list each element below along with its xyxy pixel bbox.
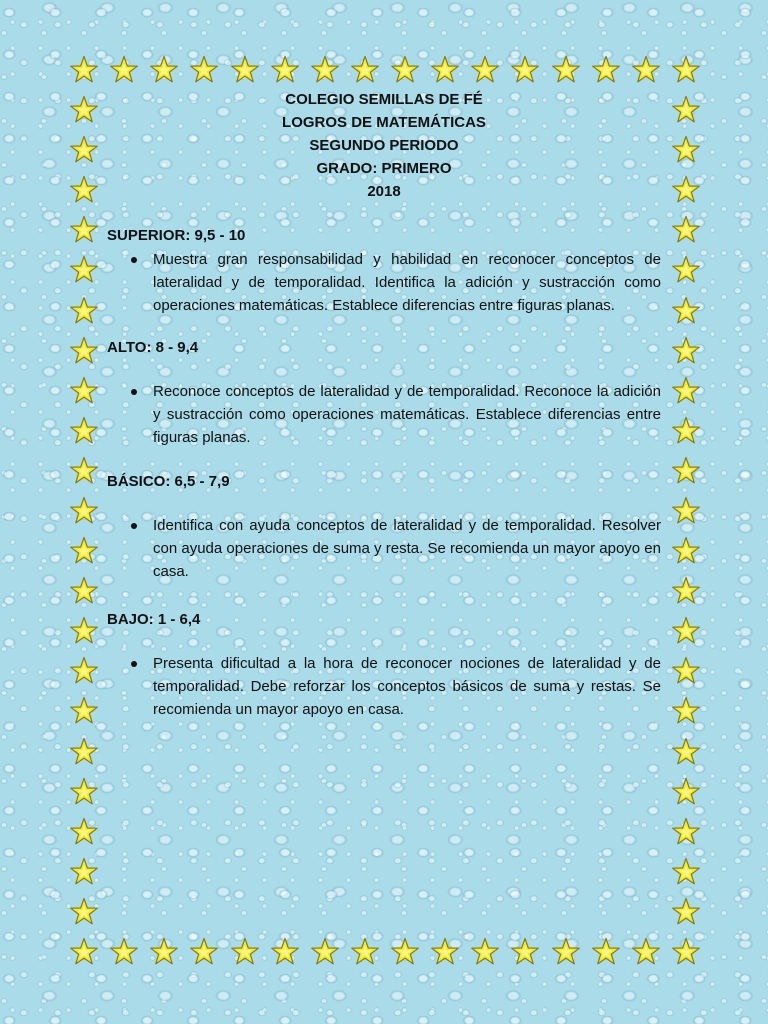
star-icon (671, 897, 701, 927)
star-icon (671, 496, 701, 526)
star-icon (671, 55, 701, 85)
level-title: SUPERIOR: 9,5 - 10 (107, 227, 246, 244)
star-icon (69, 656, 99, 686)
star-icon (591, 55, 621, 85)
star-icon (470, 937, 500, 967)
star-icon (230, 937, 260, 967)
level-description: Presenta dificultad a la hora de reconocer nociones de lateralidad y de temporalidad. Debe reforzar los conceptos básicos de suma y restas. Se recomienda un mayor apoyo en casa. (153, 655, 661, 718)
star-icon (69, 937, 99, 967)
star-icon (671, 536, 701, 566)
star-icon (671, 95, 701, 125)
star-icon (69, 175, 99, 205)
star-icon (69, 496, 99, 526)
level-title: BAJO: 1 - 6,4 (107, 611, 201, 628)
star-icon (671, 336, 701, 366)
star-icon (671, 616, 701, 646)
star-icon (671, 416, 701, 446)
document-content (107, 88, 661, 718)
level-title: ALTO: 8 - 9,4 (107, 339, 199, 356)
star-icon (69, 376, 99, 406)
list-item (153, 652, 661, 721)
star-icon (671, 135, 701, 165)
bullet-icon (131, 523, 137, 529)
star-icon (350, 937, 380, 967)
level-bullet-list (107, 652, 661, 721)
bullet-icon (131, 661, 137, 667)
star-icon (430, 937, 460, 967)
star-icon (69, 296, 99, 326)
level-title: BÁSICO: 6,5 - 7,9 (107, 473, 230, 490)
star-icon (69, 215, 99, 245)
star-icon (671, 777, 701, 807)
star-icon (69, 777, 99, 807)
star-icon (551, 937, 581, 967)
star-icon (310, 937, 340, 967)
level-section-alto (107, 338, 661, 449)
document-grade: GRADO: PRIMERO (316, 160, 452, 177)
star-icon (671, 817, 701, 847)
star-icon (671, 937, 701, 967)
level-section-superior (107, 226, 661, 317)
star-icon (390, 55, 420, 85)
level-section-basico (107, 472, 661, 583)
star-icon (350, 55, 380, 85)
level-bullet-list (107, 380, 661, 449)
document-period: SEGUNDO PERIODO (309, 137, 459, 154)
level-section-bajo (107, 610, 661, 721)
star-icon (631, 937, 661, 967)
star-icon (671, 737, 701, 767)
document-subject: LOGROS DE MATEMÁTICAS (282, 114, 486, 131)
star-icon (671, 376, 701, 406)
star-icon (270, 55, 300, 85)
star-icon (671, 296, 701, 326)
list-item (153, 514, 661, 583)
star-icon (671, 656, 701, 686)
star-icon (390, 937, 420, 967)
star-icon (671, 857, 701, 887)
star-icon (671, 255, 701, 285)
star-icon (69, 135, 99, 165)
star-icon (69, 897, 99, 927)
star-icon (671, 175, 701, 205)
star-icon (510, 55, 540, 85)
star-icon (69, 576, 99, 606)
star-icon (551, 55, 581, 85)
star-icon (69, 456, 99, 486)
level-bullet-list (107, 248, 661, 317)
star-icon (109, 937, 139, 967)
star-icon (69, 616, 99, 646)
star-icon (510, 937, 540, 967)
star-icon (149, 937, 179, 967)
star-icon (69, 737, 99, 767)
school-name: COLEGIO SEMILLAS DE FÉ (285, 91, 483, 108)
document-year: 2018 (367, 183, 401, 200)
star-icon (69, 536, 99, 566)
star-icon (69, 55, 99, 85)
star-icon (149, 55, 179, 85)
level-bullet-list (107, 514, 661, 583)
level-description: Reconoce conceptos de lateralidad y de temporalidad. Reconoce la adición y sustracción como operaciones matemáticas. Establece diferencias entre figuras planas. (153, 383, 661, 446)
star-icon (270, 937, 300, 967)
star-icon (310, 55, 340, 85)
star-icon (631, 55, 661, 85)
list-item (153, 248, 661, 317)
star-icon (69, 416, 99, 446)
star-icon (109, 55, 139, 85)
star-icon (671, 576, 701, 606)
bullet-icon (131, 389, 137, 395)
star-icon (69, 336, 99, 366)
star-icon (69, 857, 99, 887)
star-icon (430, 55, 460, 85)
star-icon (230, 55, 260, 85)
star-icon (671, 456, 701, 486)
star-icon (671, 215, 701, 245)
star-icon (69, 255, 99, 285)
star-icon (69, 696, 99, 726)
star-icon (671, 696, 701, 726)
star-icon (189, 937, 219, 967)
star-icon (591, 937, 621, 967)
level-description: Muestra gran responsabilidad y habilidad en reconocer conceptos de lateralidad y de temporalidad. Identifica la adición y sustracción como operaciones matemáticas. Establece diferencias entre figuras planas. (153, 251, 661, 314)
star-icon (470, 55, 500, 85)
bullet-icon (131, 257, 137, 263)
document-heading (107, 88, 661, 203)
star-icon (69, 95, 99, 125)
star-icon (69, 817, 99, 847)
list-item (153, 380, 661, 449)
level-description: Identifica con ayuda conceptos de lateralidad y de temporalidad. Resolver con ayuda operaciones de suma y resta. Se recomienda un mayor apoyo en casa. (153, 517, 661, 580)
star-icon (189, 55, 219, 85)
